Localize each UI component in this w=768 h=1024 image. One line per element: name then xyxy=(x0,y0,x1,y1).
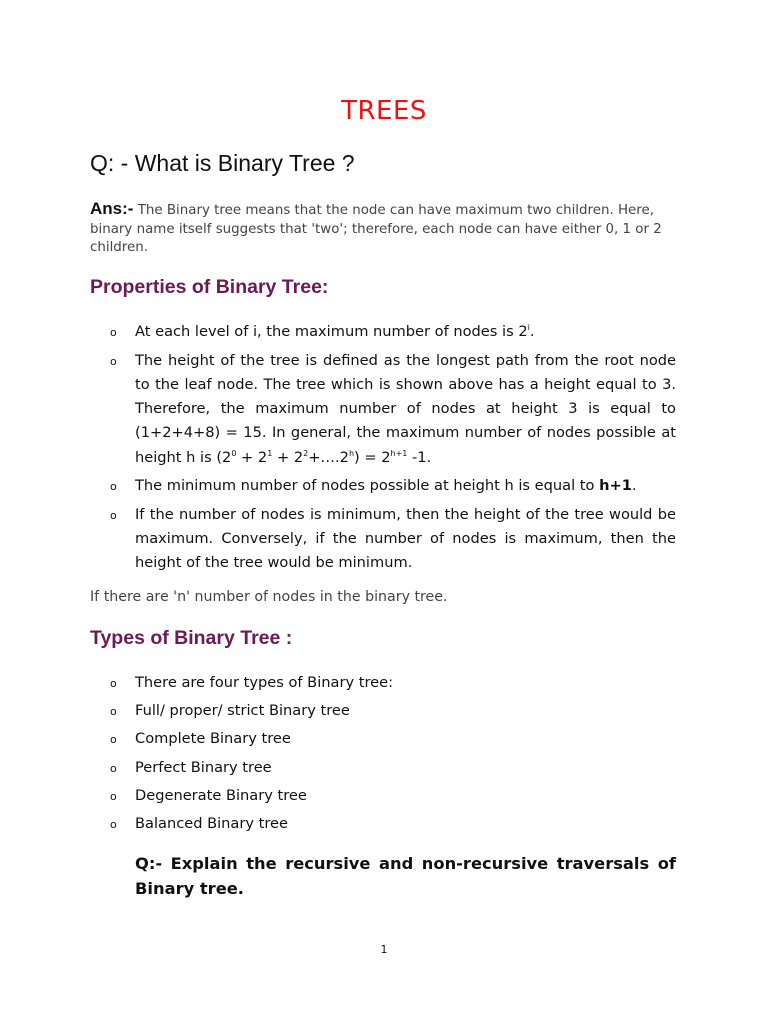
list-item: o Complete Binary tree xyxy=(110,727,676,751)
list-item: o If the number of nodes is minimum, then the height of the tree would be maximum. Conversely, if the number of nodes is maximum, then the height of the tree would be minimum. xyxy=(110,505,676,572)
answer-text: The Binary tree means that the node can have maximum two children. Here, binary name itself suggests that 'two'; therefore, each node can have either 0, 1 or 2 children. xyxy=(90,203,662,255)
list-item: o There are four types of Binary tree: xyxy=(110,671,676,695)
types-heading: Types of Binary Tree : xyxy=(90,627,293,649)
bullet-icon: o xyxy=(110,761,117,775)
page-number: 1 xyxy=(380,943,388,956)
list-item: o Balanced Binary tree xyxy=(110,812,676,836)
nodes-note: If there are 'n' number of nodes in the binary tree. xyxy=(90,589,448,605)
bullet-icon: o xyxy=(110,354,117,368)
bullet-icon: o xyxy=(110,508,117,522)
page-title: TREES xyxy=(341,96,427,126)
question-heading: Q: - What is Binary Tree ? xyxy=(90,150,355,176)
list-item: o At each level of i, the maximum number of nodes is 2$^i$. xyxy=(110,320,676,344)
list-item: o Degenerate Binary tree xyxy=(110,784,676,808)
properties-list xyxy=(110,320,676,580)
bullet-icon: o xyxy=(110,705,117,719)
list-item: o The minimum number of nodes possible at height h is equal to h+1. xyxy=(110,474,676,498)
list-item: o Full/ proper/ strict Binary tree xyxy=(110,699,676,723)
traversal-question: Q:- Explain the recursive and non-recursive traversals of Binary tree. xyxy=(135,854,676,898)
answer-paragraph xyxy=(90,200,680,258)
bullet-icon: o xyxy=(110,818,117,832)
list-item: o The height of the tree is defined as the longest path from the root node to the leaf node. The tree which is shown above has a height equal to 3. Therefore, the maximum number of nodes at height 3 is equal to (1+2+4+8) = 15. In general, the maximum number of nodes possible at height h is ($2^0 + 2^1$ + $2^2+\dots.2^h) = 2^{h+1}$ -1. xyxy=(110,351,676,466)
types-list xyxy=(110,671,676,840)
bullet-icon: o xyxy=(110,677,117,690)
bullet-icon: o xyxy=(110,326,117,339)
properties-heading: Properties of Binary Tree: xyxy=(90,276,329,298)
bullet-icon: o xyxy=(110,733,117,747)
bullet-icon: o xyxy=(110,789,117,803)
list-item: o Perfect Binary tree xyxy=(110,756,676,780)
answer-label: Ans:- xyxy=(90,199,134,218)
bullet-icon: o xyxy=(110,480,117,494)
